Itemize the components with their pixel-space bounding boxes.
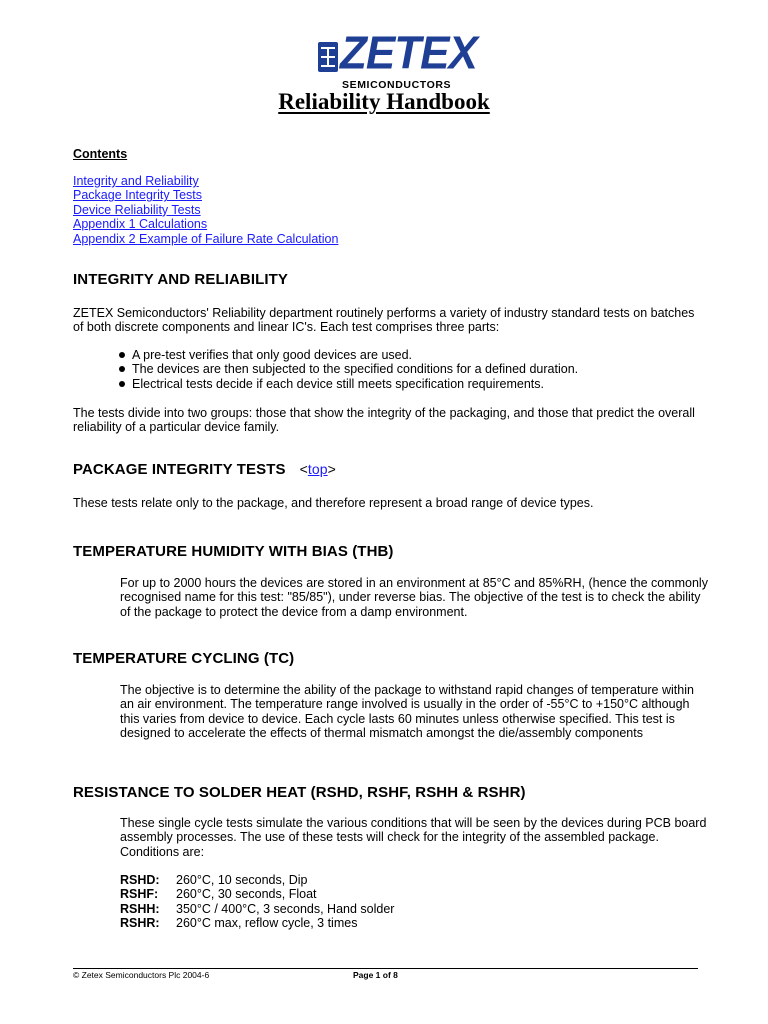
contents-list [73,174,338,246]
section-heading-package [73,461,336,478]
bullet-item: The devices are then subjected to the specified conditions for a defined duration. [119,362,578,376]
logo-wordmark: ZETEX [340,27,477,80]
condition-value: 350°C / 400°C, 3 seconds, Hand solder [176,901,395,916]
bullet-item: Electrical tests decide if each device still meets specification requirements. [119,377,578,391]
condition-key: RSHH: [120,901,160,916]
condition-value: 260°C, 10 seconds, Dip [176,873,308,887]
integrity-intro: ZETEX Semiconductors' Reliability department routinely performs a variety of industry standard tests on batches of both discrete components and linear IC's. Each test comprises three parts: [73,306,695,335]
bullet-item: A pre-test verifies that only good devices are used. [119,348,578,362]
contents-heading: Contents [73,147,128,161]
thb-text: For up to 2000 hours the devices are stored in an environment at 85°C and 85%RH, (hence the commonly recognised name for this test: "85/85"), under reverse bias. The objective of the test is to check the ability of the package to protect the device from a damp environment. [120,576,708,619]
top-link-open: < [299,461,308,477]
footer-page-number: Page 1 of 8 [353,970,398,980]
top-link-wrapper [300,461,336,477]
rsh-text: These single cycle tests simulate the various conditions that will be seen by the devices during PCB board assembly processes. The use of these tests will check for the integrity of the assembled package. Conditions are: [120,816,707,859]
integrity-bullets [119,348,578,391]
contents-item [73,174,338,188]
contents-link-appendix1[interactable]: Appendix 1 Calculations [73,217,208,232]
section-heading-integrity: INTEGRITY AND RELIABILITY [73,271,289,288]
contents-item [73,188,338,202]
footer-divider [73,968,698,969]
condition-value: 260°C max, reflow cycle, 3 times [176,916,358,931]
package-text: These tests relate only to the package, and therefore represent a broad range of device types. [73,496,594,510]
contents-item [73,232,338,246]
page-title-text: Reliability Handbook [278,89,490,114]
logo-emblem-icon [318,42,338,72]
condition-row [120,916,394,930]
integrity-outro: The tests divide into two groups: those that show the integrity of the packaging, and those that predict the overall reliability of a particular device family. [73,406,695,435]
condition-row [120,902,394,916]
top-link[interactable]: top [307,461,328,477]
condition-key: RSHD: [120,873,160,887]
page-title [0,89,768,115]
contents-item [73,203,338,217]
contents-link-package[interactable]: Package Integrity Tests [73,188,203,203]
rsh-conditions [120,873,394,931]
footer-copyright: © Zetex Semiconductors Plc 2004-6 [73,970,210,980]
condition-row [120,873,394,887]
logo-subtitle: SEMICONDUCTORS [342,79,452,91]
package-heading-text: PACKAGE INTEGRITY TESTS [73,461,286,478]
condition-value: 260°C, 30 seconds, Float [176,887,317,902]
contents-link-appendix2[interactable]: Appendix 2 Example of Failure Rate Calculation [73,231,339,246]
condition-key: RSHF: [120,887,159,902]
section-heading-rsh: RESISTANCE TO SOLDER HEAT (RSHD, RSHF, RSHH & RSHR) [73,784,526,801]
condition-key: RSHR: [120,916,160,931]
company-logo [318,27,477,92]
contents-link-integrity[interactable]: Integrity and Reliability [73,174,199,188]
section-heading-thb: TEMPERATURE HUMIDITY WITH BIAS (THB) [73,543,394,560]
contents-link-device[interactable]: Device Reliability Tests [73,202,201,217]
top-link-close: > [327,461,336,477]
contents-item [73,217,338,231]
condition-row [120,887,394,901]
tc-text: The objective is to determine the ability of the package to withstand rapid changes of temperature within an air environment. The temperature range involved is usually in the order of -55°C to +150°C although this varies from device to device. Each cycle lasts 60 minutes unless otherwise specified. This test is designed to accelerate the effects of thermal mismatch amongst the die/assembly components [120,683,694,741]
section-heading-tc: TEMPERATURE CYCLING (TC) [73,650,295,667]
